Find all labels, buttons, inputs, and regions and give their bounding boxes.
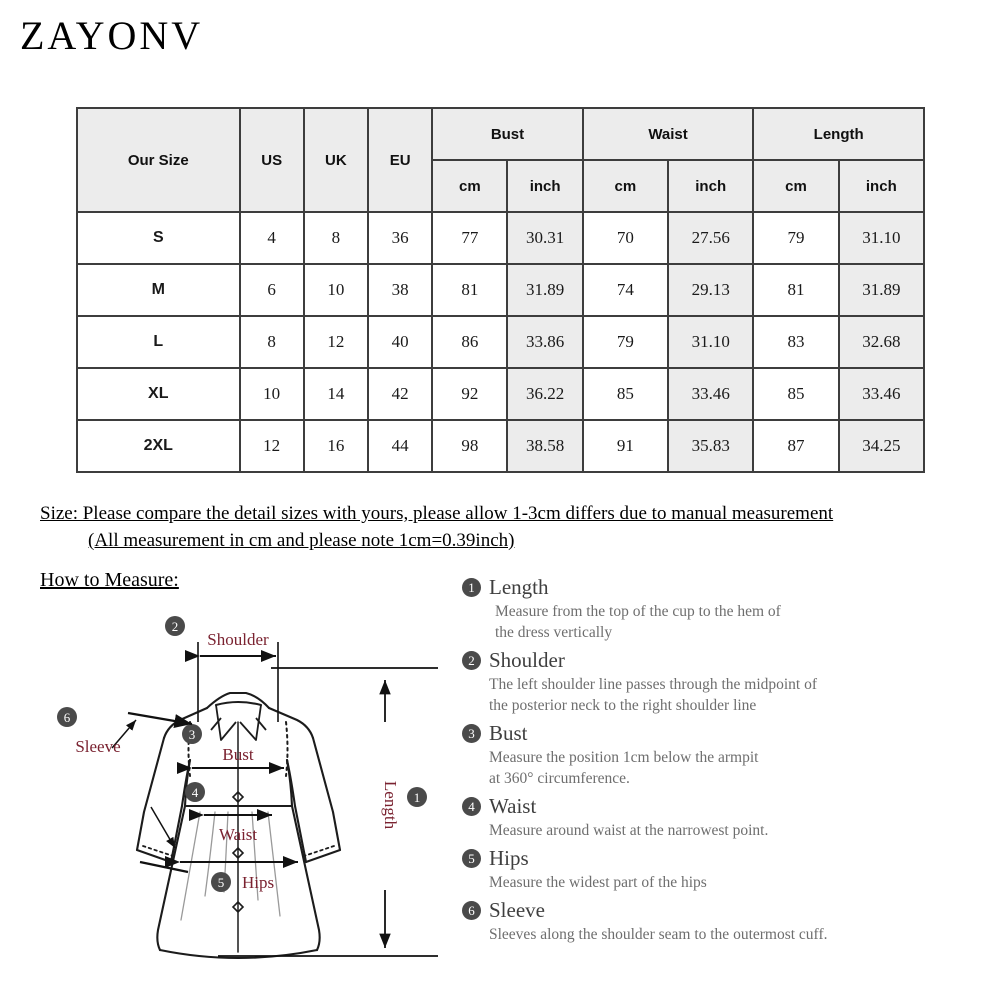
legend-item-head [462, 721, 982, 746]
size-chart-table-wrapper [76, 107, 925, 473]
table-body [77, 212, 924, 472]
header-bust-inch: inch [507, 160, 582, 212]
row-uk: 16 [304, 420, 368, 472]
diagram-marker-shoulder [165, 616, 185, 636]
table-row [77, 212, 924, 264]
legend-item-description: Measure from the top of the cup to the hem of the dress vertically [495, 603, 781, 641]
header-bust-cm: cm [432, 160, 507, 212]
legend-item-description: Measure the widest part of the hips [489, 874, 707, 891]
diagram-label-hips: Hips [241, 873, 275, 892]
header-waist-inch: inch [668, 160, 753, 212]
header-bust: Bust [432, 108, 583, 160]
diagram-label-sleeve: Sleeve [75, 737, 121, 756]
header-length: Length [753, 108, 924, 160]
diagram-marker-hips-number: 5 [217, 875, 225, 890]
legend-item-head [462, 575, 982, 600]
header-waist-cm: cm [583, 160, 668, 212]
row-length-cm: 87 [753, 420, 838, 472]
size-chart-table [76, 107, 925, 473]
diagram-marker-hips [211, 872, 231, 892]
diagram-marker-shoulder-number: 2 [171, 619, 179, 634]
row-size: M [77, 264, 240, 316]
legend-item-head [462, 898, 982, 923]
legend-item-head [462, 648, 982, 673]
legend-item-length [462, 575, 982, 643]
row-waist-inch: 27.56 [668, 212, 753, 264]
row-us: 12 [240, 420, 304, 472]
row-length-inch: 33.46 [839, 368, 924, 420]
row-uk: 10 [304, 264, 368, 316]
row-eu: 36 [368, 212, 432, 264]
row-eu: 40 [368, 316, 432, 368]
note-line-2: (All measurement in cm and please note 1cm=0.39inch) [88, 530, 515, 551]
legend-number-badge: 2 [462, 651, 481, 670]
row-waist-inch: 31.10 [668, 316, 753, 368]
legend-number-badge: 5 [462, 849, 481, 868]
row-bust-cm: 81 [432, 264, 507, 316]
diagram-label-shoulder: Shoulder [207, 630, 269, 649]
row-bust-inch: 31.89 [507, 264, 582, 316]
header-eu: EU [368, 108, 432, 212]
how-to-measure-title: How to Measure: [40, 569, 179, 591]
legend-item-title: Waist [489, 794, 537, 818]
length-measure-guide [218, 668, 438, 956]
table-header [77, 108, 924, 212]
header-uk: UK [304, 108, 368, 212]
legend-item-title: Bust [489, 721, 528, 745]
diagram-marker-length [407, 787, 427, 807]
row-length-inch: 31.10 [839, 212, 924, 264]
table-row [77, 264, 924, 316]
legend-item-bust [462, 721, 982, 789]
header-length-cm: cm [753, 160, 838, 212]
header-us: US [240, 108, 304, 212]
legend-item-waist [462, 794, 982, 841]
brand-logo: ZAYONV [20, 13, 204, 58]
row-bust-cm: 92 [432, 368, 507, 420]
table-row [77, 368, 924, 420]
header-length-inch: inch [839, 160, 924, 212]
header-our-size: Our Size [77, 108, 240, 212]
row-us: 4 [240, 212, 304, 264]
row-us: 6 [240, 264, 304, 316]
row-waist-cm: 70 [583, 212, 668, 264]
row-length-inch: 31.89 [839, 264, 924, 316]
diagram-marker-bust [182, 724, 202, 744]
row-size: XL [77, 368, 240, 420]
row-eu: 44 [368, 420, 432, 472]
row-uk: 12 [304, 316, 368, 368]
row-bust-inch: 33.86 [507, 316, 582, 368]
size-notes [40, 500, 980, 554]
legend-item-title: Sleeve [489, 898, 545, 922]
legend-number-badge: 4 [462, 797, 481, 816]
diagram-marker-sleeve [57, 707, 77, 727]
row-length-cm: 83 [753, 316, 838, 368]
row-waist-inch: 33.46 [668, 368, 753, 420]
row-waist-cm: 85 [583, 368, 668, 420]
row-length-inch: 34.25 [839, 420, 924, 472]
legend-item-head [462, 794, 982, 819]
row-size: S [77, 212, 240, 264]
row-waist-cm: 79 [583, 316, 668, 368]
row-waist-inch: 35.83 [668, 420, 753, 472]
table-row [77, 316, 924, 368]
diagram-marker-sleeve-number: 6 [63, 710, 71, 725]
legend-number-badge: 6 [462, 901, 481, 920]
legend-item-title: Shoulder [489, 648, 565, 672]
legend-item-title: Hips [489, 846, 529, 870]
legend-item-title: Length [489, 575, 549, 599]
row-length-cm: 79 [753, 212, 838, 264]
measurement-legend-list [462, 575, 982, 950]
table-row [77, 420, 924, 472]
row-us: 8 [240, 316, 304, 368]
legend-item-description: Sleeves along the shoulder seam to the outermost cuff. [489, 926, 828, 943]
row-eu: 42 [368, 368, 432, 420]
coat-diagram-svg [40, 600, 450, 990]
diagram-label-bust: Bust [222, 745, 254, 764]
row-size: 2XL [77, 420, 240, 472]
legend-item-description: Measure around waist at the narrowest point. [489, 822, 769, 839]
row-size: L [77, 316, 240, 368]
row-bust-cm: 77 [432, 212, 507, 264]
legend-item-sleeve [462, 898, 982, 945]
row-bust-inch: 30.31 [507, 212, 582, 264]
header-waist: Waist [583, 108, 754, 160]
legend-item-head [462, 846, 982, 871]
row-bust-cm: 98 [432, 420, 507, 472]
row-bust-inch: 36.22 [507, 368, 582, 420]
row-bust-cm: 86 [432, 316, 507, 368]
row-waist-cm: 74 [583, 264, 668, 316]
table-header-row-groups [77, 108, 924, 160]
diagram-label-waist: Waist [218, 825, 258, 844]
row-length-cm: 85 [753, 368, 838, 420]
row-waist-cm: 91 [583, 420, 668, 472]
row-waist-inch: 29.13 [668, 264, 753, 316]
legend-number-badge: 3 [462, 724, 481, 743]
diagram-marker-length-number: 1 [413, 790, 421, 805]
diagram-label-length: Length [381, 780, 400, 830]
row-length-cm: 81 [753, 264, 838, 316]
row-uk: 8 [304, 212, 368, 264]
sleeve-measure-guide [112, 713, 192, 872]
note-line-1: Size: Please compare the detail sizes with yours, please allow 1-3cm differs due to manual measurement [40, 503, 834, 524]
row-length-inch: 32.68 [839, 316, 924, 368]
diagram-marker-bust-number: 3 [188, 727, 196, 742]
row-uk: 14 [304, 368, 368, 420]
shoulder-measure-guide [198, 642, 278, 722]
legend-item-hips [462, 846, 982, 893]
row-us: 10 [240, 368, 304, 420]
garment-measurement-diagram [40, 600, 450, 990]
legend-item-shoulder [462, 648, 982, 716]
diagram-marker-waist-number: 4 [191, 785, 199, 800]
row-eu: 38 [368, 264, 432, 316]
row-bust-inch: 38.58 [507, 420, 582, 472]
legend-item-description: The left shoulder line passes through the midpoint of the posterior neck to the right shoulder line [489, 676, 818, 714]
legend-number-badge: 1 [462, 578, 481, 597]
legend-item-description: Measure the position 1cm below the armpit at 360° circumference. [489, 749, 759, 787]
diagram-marker-waist [185, 782, 205, 802]
